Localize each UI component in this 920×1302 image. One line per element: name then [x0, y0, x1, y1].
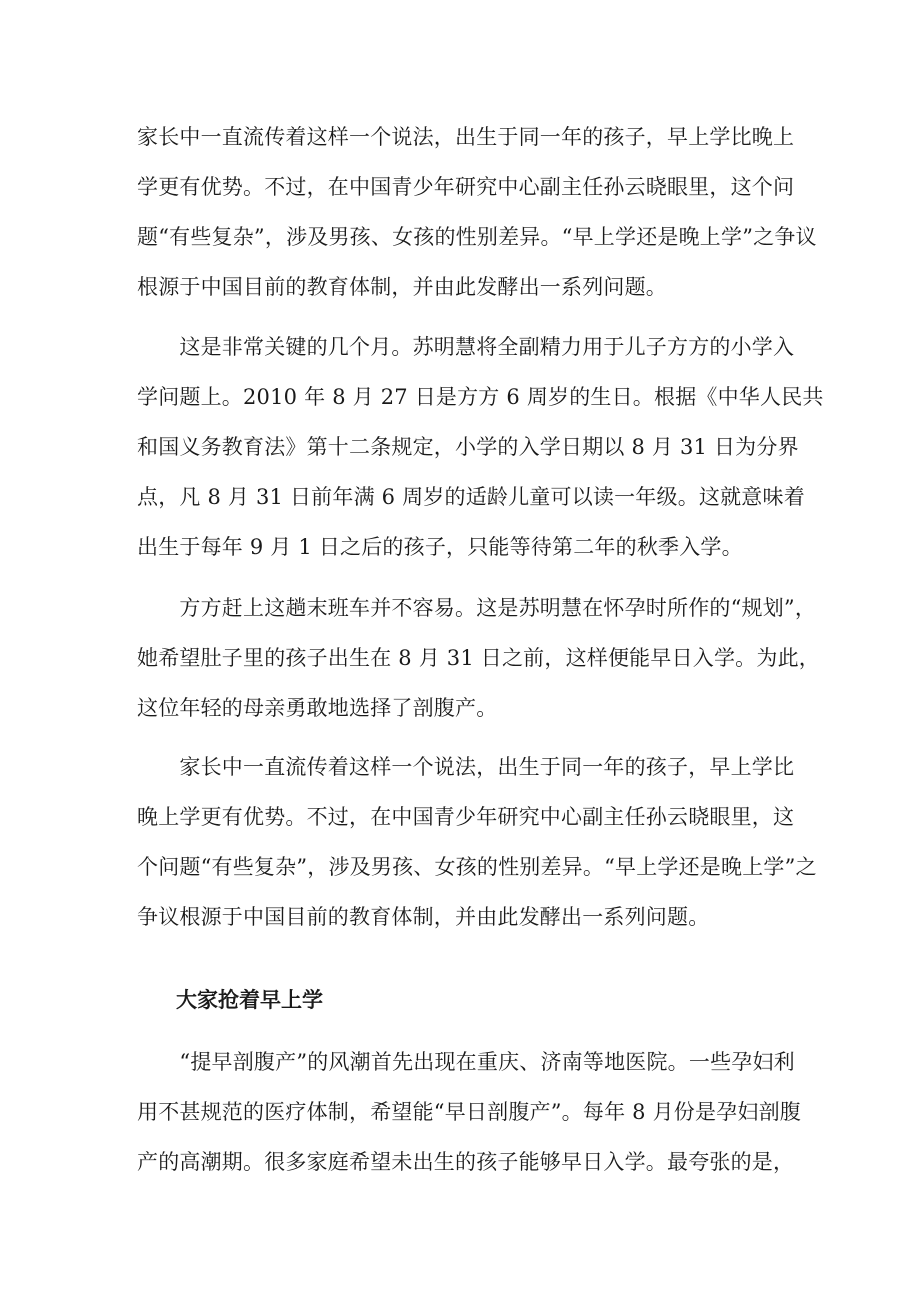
paragraph-line: 争议根源于中国目前的教育体制，并由此发酵出一系列问题。 — [137, 905, 710, 929]
paragraph-line: 点，凡 8 月 31 日前年满 6 周岁的适龄儿童可以读一年级。这就意味着 — [137, 485, 805, 509]
paragraph-line: 和国义务教育法》第十二条规定，小学的入学日期以 8 月 31 日为分界 — [137, 435, 799, 459]
paragraph-5 — [137, 1037, 801, 1187]
paragraph-line: “提早剖腹产”的风潮首先出现在重庆、济南等地医院。一些孕妇利 — [137, 1050, 795, 1074]
paragraph-1 — [137, 112, 817, 312]
paragraph-line: 出生于每年 9 月 1 日之后的孩子，只能等待第二年的秋季入学。 — [137, 535, 743, 559]
section-heading: 大家抢着早上学 — [176, 987, 323, 1012]
paragraph-line: 用不甚规范的医疗体制，希望能“早日剖腹产”。每年 8 月份是孕妇剖腹 — [137, 1100, 801, 1124]
paragraph-line: 产的高潮期。很多家庭希望未出生的孩子能够早日入学。最夸张的是， — [137, 1150, 795, 1174]
paragraph-line: 家长中一直流传着这样一个说法，出生于同一年的孩子，早上学比晚上 — [137, 125, 795, 149]
paragraph-line: 家长中一直流传着这样一个说法，出生于同一年的孩子，早上学比 — [137, 755, 795, 779]
paragraph-3 — [137, 583, 820, 733]
paragraph-line: 个问题“有些复杂”，涉及男孩、女孩的性别差异。“早上学还是晚上学”之 — [137, 855, 817, 879]
paragraph-4 — [137, 742, 817, 942]
paragraph-line: 她希望肚子里的孩子出生在 8 月 31 日之前，这样便能早日入学。为此， — [137, 646, 820, 670]
paragraph-line: 这是非常关键的几个月。苏明慧将全副精力用于儿子方方的小学入 — [137, 335, 795, 359]
paragraph-line: 晚上学更有优势。不过，在中国青少年研究中心副主任孙云晓眼里，这 — [137, 805, 795, 829]
paragraph-2 — [137, 322, 824, 572]
paragraph-line: 方方赶上这趟末班车并不容易。这是苏明慧在怀孕时所作的“规划”， — [137, 596, 817, 620]
paragraph-line: 根源于中国目前的教育体制，并由此发酵出一系列问题。 — [137, 275, 667, 299]
paragraph-line: 题“有些复杂”，涉及男孩、女孩的性别差异。“早上学还是晚上学”之争议 — [137, 225, 817, 249]
paragraph-line: 学更有优势。不过，在中国青少年研究中心副主任孙云晓眼里，这个问 — [137, 175, 795, 199]
paragraph-line: 这位年轻的母亲勇敢地选择了剖腹产。 — [137, 696, 498, 720]
paragraph-line: 学问题上。2010 年 8 月 27 日是方方 6 周岁的生日。根据《中华人民共 — [137, 385, 824, 409]
